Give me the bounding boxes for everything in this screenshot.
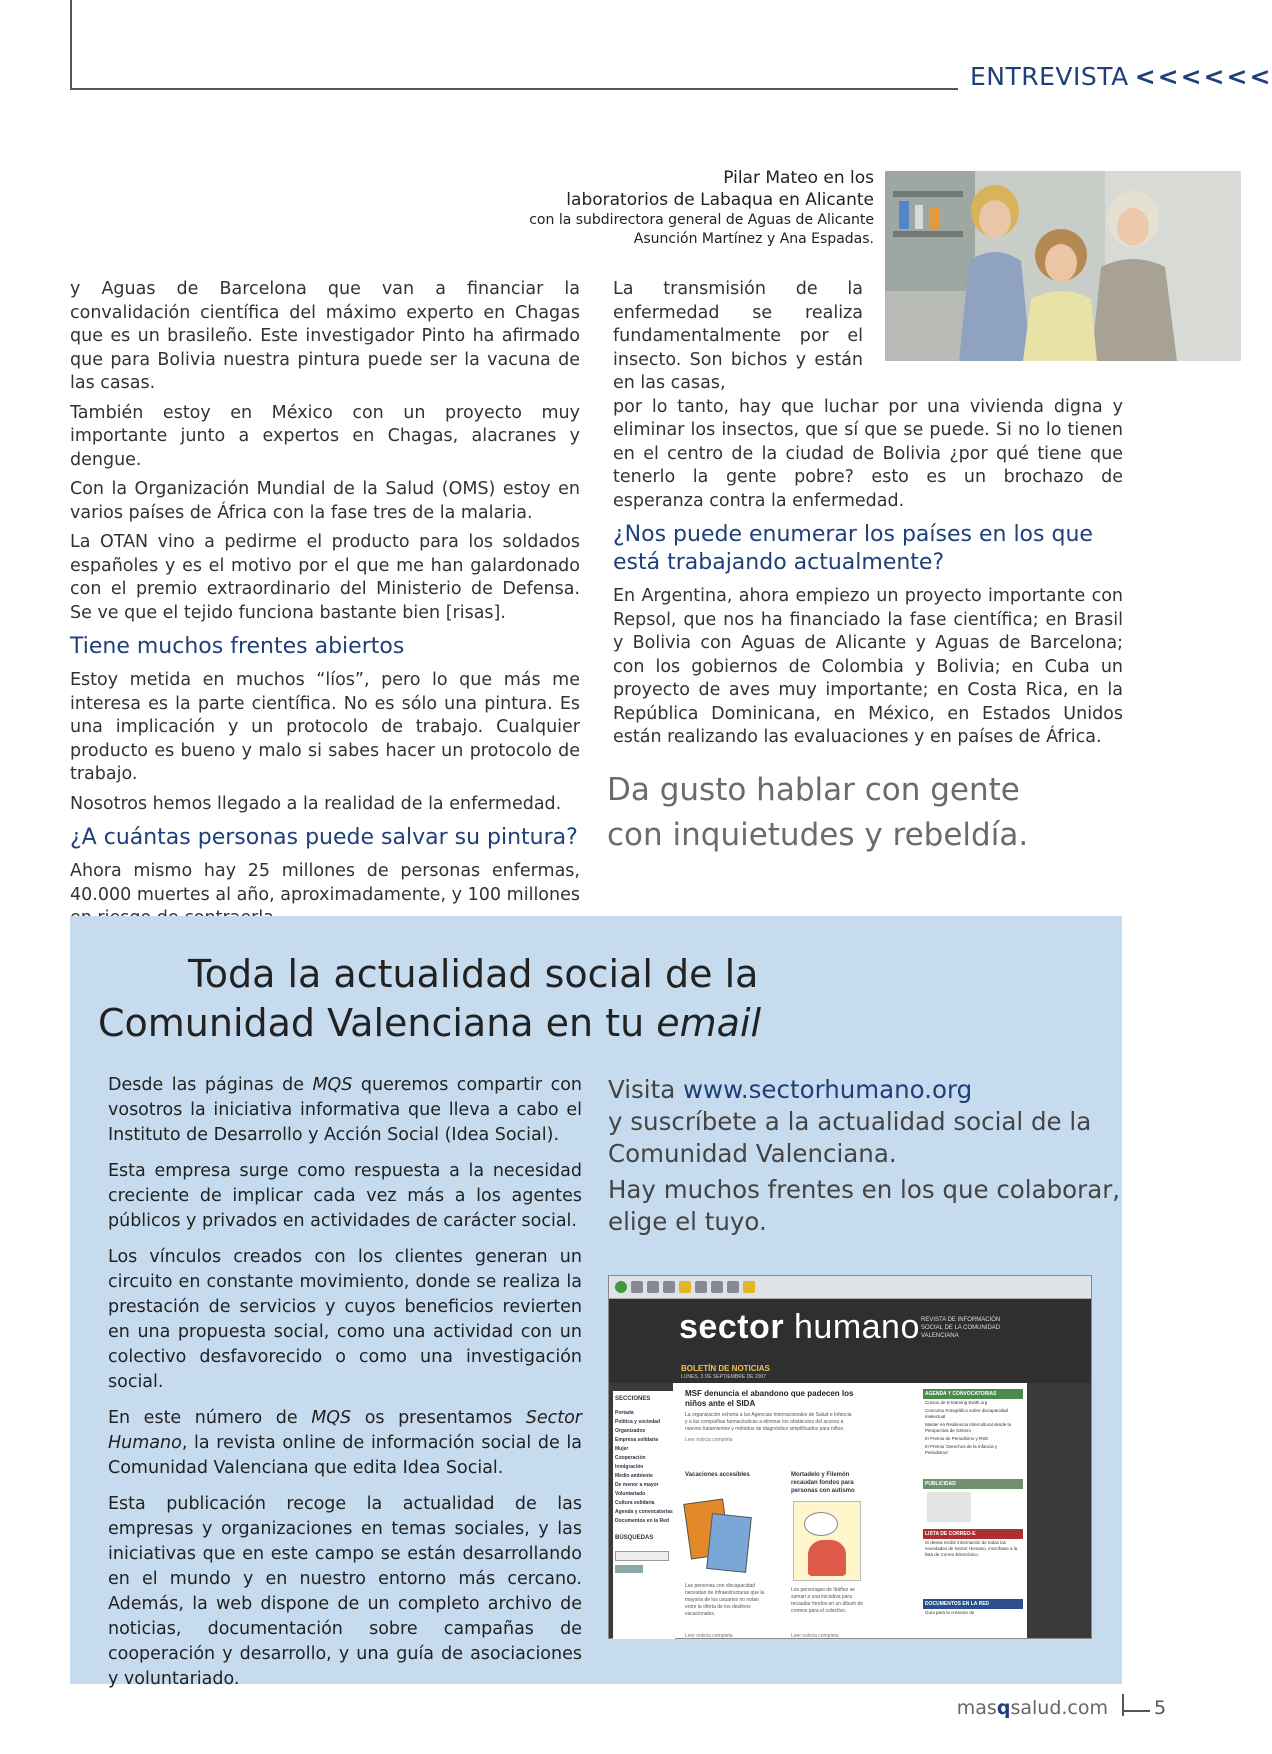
footer-dash bbox=[1124, 1710, 1150, 1712]
paragraph-wrap-photo: La transmisión de la enfermedad se realiza fundamentalmente por el insecto. Son bichos y están en las casas, bbox=[613, 279, 863, 393]
history-icon bbox=[695, 1281, 707, 1293]
website-screenshot bbox=[608, 1275, 1092, 1639]
text-run: y suscríbete a la actualidad social de la Comunidad Valenciana. bbox=[608, 1107, 1092, 1168]
text-run: Visita bbox=[608, 1075, 684, 1104]
text-run: Desde las páginas de bbox=[108, 1075, 313, 1095]
question-heading: ¿A cuántas personas puede salvar su pintura? bbox=[70, 825, 578, 850]
nav-item[interactable]: Documentos en la Red bbox=[615, 1518, 669, 1524]
story-text: Las personas con discapacidad necesitan de infraestructuras que la mayoría de los usuarios no notan entre la oferta de los destinos vacacionales. bbox=[685, 1583, 765, 1617]
section-name: ENTREVISTA bbox=[970, 62, 1129, 91]
agenda-item[interactable]: III Premio 'Derechos de la Infancia y Periodismo' bbox=[925, 1444, 998, 1455]
page-number: 5 bbox=[1154, 1697, 1167, 1719]
document-item[interactable]: Guía para la creación de bbox=[925, 1610, 975, 1615]
paragraph: Nosotros hemos llegado a la realidad de la enfermedad. bbox=[70, 793, 562, 814]
paragraph: Los vínculos creados con los clientes generan un circuito en constante movimiento, donde se realiza la prestación de servicios y cuyos beneficios revierten en una propuesta social, como una actividad con un colectivo desfavorecido o como una investigación social. bbox=[108, 1247, 582, 1392]
star-icon bbox=[679, 1281, 691, 1293]
forward-icon bbox=[631, 1281, 643, 1293]
promo-title-line-2: Comunidad Valenciana en tu bbox=[98, 1001, 657, 1045]
mailing-list-panel bbox=[923, 1529, 1023, 1559]
site-content bbox=[615, 1383, 1027, 1639]
read-more-link[interactable]: Leer noticia completa bbox=[685, 1633, 733, 1639]
article-left-column bbox=[70, 278, 580, 937]
nav-item[interactable]: Política y sociedad bbox=[615, 1419, 661, 1425]
pull-quote-line-1: Da gusto hablar con gente bbox=[607, 772, 1020, 808]
nav-item[interactable]: Medio ambiente bbox=[615, 1473, 653, 1479]
search-heading: BÚSQUEDAS bbox=[615, 1535, 654, 1541]
promo-title-emphasis: email bbox=[656, 1001, 762, 1045]
agenda-panel bbox=[923, 1389, 1023, 1457]
ad-image[interactable] bbox=[927, 1492, 971, 1522]
brochure-image bbox=[687, 1501, 749, 1573]
agenda-item[interactable]: III Premio de Periodismo y RSE bbox=[925, 1436, 989, 1441]
agenda-item[interactable]: Concurso Fotográfico sobre discapacidad intelectual bbox=[925, 1408, 1009, 1419]
read-more-link[interactable]: Leer noticia completa bbox=[685, 1437, 733, 1443]
promo-title-line-1: Toda la actualidad social de la bbox=[188, 952, 759, 996]
lead-story bbox=[685, 1389, 855, 1443]
page-icon bbox=[647, 1281, 659, 1293]
photo-caption bbox=[529, 167, 874, 249]
browser-toolbar bbox=[609, 1276, 1091, 1299]
newsletter-date: LUNES, 3 DE SEPTIEMBRE DE 2007 bbox=[681, 1374, 767, 1380]
story-headline[interactable]: Vacaciones accesibles bbox=[685, 1472, 750, 1478]
site-part: salud.com bbox=[1010, 1697, 1108, 1719]
brochure-cover bbox=[706, 1513, 752, 1573]
text-run: En este número de bbox=[108, 1408, 312, 1428]
caption-line-1: Pilar Mateo en los bbox=[723, 168, 874, 188]
nav-item[interactable]: Cultura solidaria bbox=[615, 1500, 655, 1506]
read-more-link[interactable]: Leer noticia completa bbox=[791, 1633, 839, 1639]
lead-headline[interactable]: MSF denuncia el abandono que padecen los niños ante el SIDA bbox=[685, 1389, 854, 1408]
paragraph: Ahora mismo hay 25 millones de personas enfermas, 40.000 muertes al año, aproximadamente, y 100 millones bbox=[70, 861, 580, 905]
section-arrows: <<<<<< bbox=[1134, 62, 1272, 91]
home-icon bbox=[663, 1281, 675, 1293]
mail-icon bbox=[711, 1281, 723, 1293]
website-link[interactable]: www.sectorhumano.org bbox=[683, 1075, 973, 1104]
text-run-italic: MQS bbox=[311, 1408, 352, 1428]
panel-heading: DOCUMENTOS EN LA RED bbox=[923, 1599, 1023, 1609]
nav-item[interactable]: Inmigración bbox=[615, 1464, 644, 1470]
nav-item[interactable]: Cooperación bbox=[615, 1455, 646, 1461]
text-run-italic: Sector Humano bbox=[108, 1408, 582, 1453]
newsletter-label: BOLETÍN DE NOTICIAS bbox=[681, 1364, 770, 1373]
site-right-margin bbox=[1027, 1383, 1091, 1638]
header-vertical-rule bbox=[70, 0, 72, 90]
question-heading: ¿Nos puede enumerar los países en los que está trabajando actualmente? bbox=[613, 522, 1093, 575]
panel-heading: PUBLICIDAD bbox=[923, 1479, 1023, 1489]
folder-icon bbox=[743, 1281, 755, 1293]
text-run: os presentamos bbox=[351, 1408, 526, 1428]
callout-line bbox=[608, 1074, 1128, 1170]
paragraph: Estoy metida en muchos “líos”, pero lo que más me interesa es la parte científica. No es sólo una pintura. Es una implicación y un protocolo de trabajo. Cualquier producto es bueno y malo si sabes hacer un protocolo de trabajo. bbox=[70, 670, 580, 784]
text-run: , la revista online de información social de la Comunidad Valenciana que edita Idea Social. bbox=[108, 1433, 582, 1478]
callout-line: Hay muchos frentes en los que colaborar, elige el tuyo. bbox=[608, 1175, 1121, 1236]
paragraph: Esta empresa surge como respuesta a la necesidad creciente de implicar cada vez más a los agentes públicos y privados en actividades de carácter social. bbox=[108, 1161, 582, 1231]
site-part: q bbox=[996, 1697, 1011, 1719]
site-logo bbox=[679, 1308, 920, 1347]
paragraph: Con la Organización Mundial de la Salud (OMS) estoy en varios países de África con la fase tres de la malaria. bbox=[70, 479, 580, 523]
search-input[interactable] bbox=[615, 1551, 669, 1561]
site-tagline: REVISTA DE INFORMACIÓN SOCIAL DE LA COMUNIDAD VALENCIANA bbox=[921, 1317, 1001, 1339]
footer-site bbox=[957, 1697, 1108, 1719]
nav-item[interactable]: Organizados bbox=[615, 1428, 646, 1434]
right-panel bbox=[923, 1389, 1023, 1629]
paragraph bbox=[108, 1406, 582, 1481]
story-text: Los personajes de Ibáñez se suman a una iniciativa para recaudar fondos en un álbum de cromos para el colectivo. bbox=[791, 1587, 863, 1614]
cartoon-figure bbox=[808, 1540, 846, 1576]
pull-quote-line-2: con inquietudes y rebeldía. bbox=[607, 817, 1029, 853]
nav-item[interactable]: Empresa solidaria bbox=[615, 1437, 659, 1443]
header-rule bbox=[70, 88, 958, 90]
paragraph: La OTAN vino a pedirme el producto para los soldados españoles y es el motivo por el que me han galardonado con el premio extraordinario del Ministerio de Defensa. Se ve que el tejido funciona bastante bien [risas]. bbox=[70, 532, 580, 623]
panel-heading: LISTA DE CORREO-E bbox=[923, 1529, 1023, 1539]
paragraph: Esta publicación recoge la actualidad de las empresas y organizaciones en temas sociales, y las iniciativas que en este campo se están desarrollando en el mundo y en nuestro entorno más cercano. Además, la web dispone de un completo archivo de noticias, documentación sobre campañas de cooperación y desarrollo, y una guía de asociaciones y voluntariado. bbox=[108, 1494, 582, 1689]
site-part: mas bbox=[956, 1697, 997, 1719]
ad-panel bbox=[923, 1479, 1023, 1525]
logo-part: sector bbox=[679, 1308, 785, 1346]
paragraph bbox=[108, 1073, 582, 1148]
story-headline[interactable]: Mortadelo y Filemón recaudan fondos para personas con autismo bbox=[791, 1472, 855, 1494]
panel-heading: AGENDA Y CONVOCATORIAS bbox=[923, 1389, 1023, 1399]
search-button[interactable] bbox=[615, 1565, 643, 1573]
mailing-list-text: Si desea recibir información de todas las novedades de Sector Humano, inscríbase a la lista de Correo Electrónico. bbox=[925, 1540, 1018, 1557]
article-right-column bbox=[613, 278, 1123, 756]
print-icon bbox=[727, 1281, 739, 1293]
text-run: queremos compartir con vosotros la iniciativa informativa que lleva a cabo el Instituto de Desarrollo y Acción Social (Idea Social). bbox=[108, 1075, 582, 1145]
nav-item[interactable]: De menor a mayor bbox=[615, 1482, 659, 1488]
caption-line-2: laboratorios de Labaqua en Alicante bbox=[566, 190, 874, 210]
logo-part: humano bbox=[784, 1308, 920, 1346]
question-heading: Tiene muchos frentes abiertos bbox=[70, 634, 405, 659]
nav-item[interactable]: Mujer bbox=[615, 1446, 629, 1452]
text-run-italic: MQS bbox=[312, 1075, 353, 1095]
back-icon bbox=[615, 1281, 627, 1293]
agenda-item[interactable]: Master en Resiliencia Intercultural desde la Perspectiva de Género bbox=[925, 1422, 1012, 1433]
speech-bubble bbox=[804, 1512, 838, 1536]
paragraph: En Argentina, ahora empiezo un proyecto importante con Repsol, que nos ha financiado la fase científica; en Brasil y Bolivia con Aguas de Alicante y Aguas de Barcelona; con los gobiernos de Colombia y Bolivia; en Cuba un proyecto de aves muy importante; en Costa Rica, en la República Dominicana, en México, en Estados Unidos están realizando las evaluaciones y en países de África. bbox=[613, 586, 1123, 747]
site-nav bbox=[613, 1391, 675, 1639]
section-label bbox=[970, 62, 1272, 91]
nav-item[interactable]: Portada bbox=[615, 1410, 634, 1416]
pull-quote bbox=[607, 768, 1167, 858]
caption-line-4: Asunción Martínez y Ana Espadas. bbox=[633, 231, 874, 247]
promo-title bbox=[98, 950, 798, 1048]
caption-line-3: con la subdirectora general de Aguas de Alicante bbox=[529, 212, 874, 228]
nav-item[interactable]: Agenda y convocatorias bbox=[615, 1509, 673, 1515]
nav-item[interactable]: Voluntariado bbox=[615, 1491, 646, 1497]
promo-callout bbox=[608, 1074, 1128, 1242]
nav-heading: SECCIONES bbox=[615, 1396, 651, 1402]
paragraph: por lo tanto, hay que luchar por una vivienda digna y eliminar los insectos, que sí que se puede. Si no lo tienen en el centro de la ciudad de Bolivia ¿por qué tiene que tenerlo la gente pobre? esto es un brochazo de esperanza contra la enfermedad. bbox=[613, 396, 1123, 511]
footer-rule bbox=[1122, 1694, 1124, 1716]
cartoon-image bbox=[793, 1501, 861, 1581]
paragraph: y Aguas de Barcelona que van a financiar la convalidación científica del máximo experto en Chagas que es un brasileño. Este investigador Pinto ha afirmado que para Bolivia nuestra pintura puede ser la vacuna de las casas. bbox=[70, 279, 580, 393]
promo-text bbox=[108, 1073, 582, 1703]
agenda-item[interactable]: Cursos de E-learning Ewith.org bbox=[925, 1400, 988, 1405]
lead-text: La organización exhorta a las Agencias Internacionales de Salud e Infancia y a las compañías farmacéuticas a eliminar los obstáculos del acceso a nuevos tratamientos y métodos de diagnóstico simplificados para niños. bbox=[685, 1412, 852, 1432]
paragraph: También estoy en México con un proyecto muy importante junto a expertos en Chagas, alacranes y dengue. bbox=[70, 402, 580, 470]
documents-panel bbox=[923, 1599, 1023, 1617]
